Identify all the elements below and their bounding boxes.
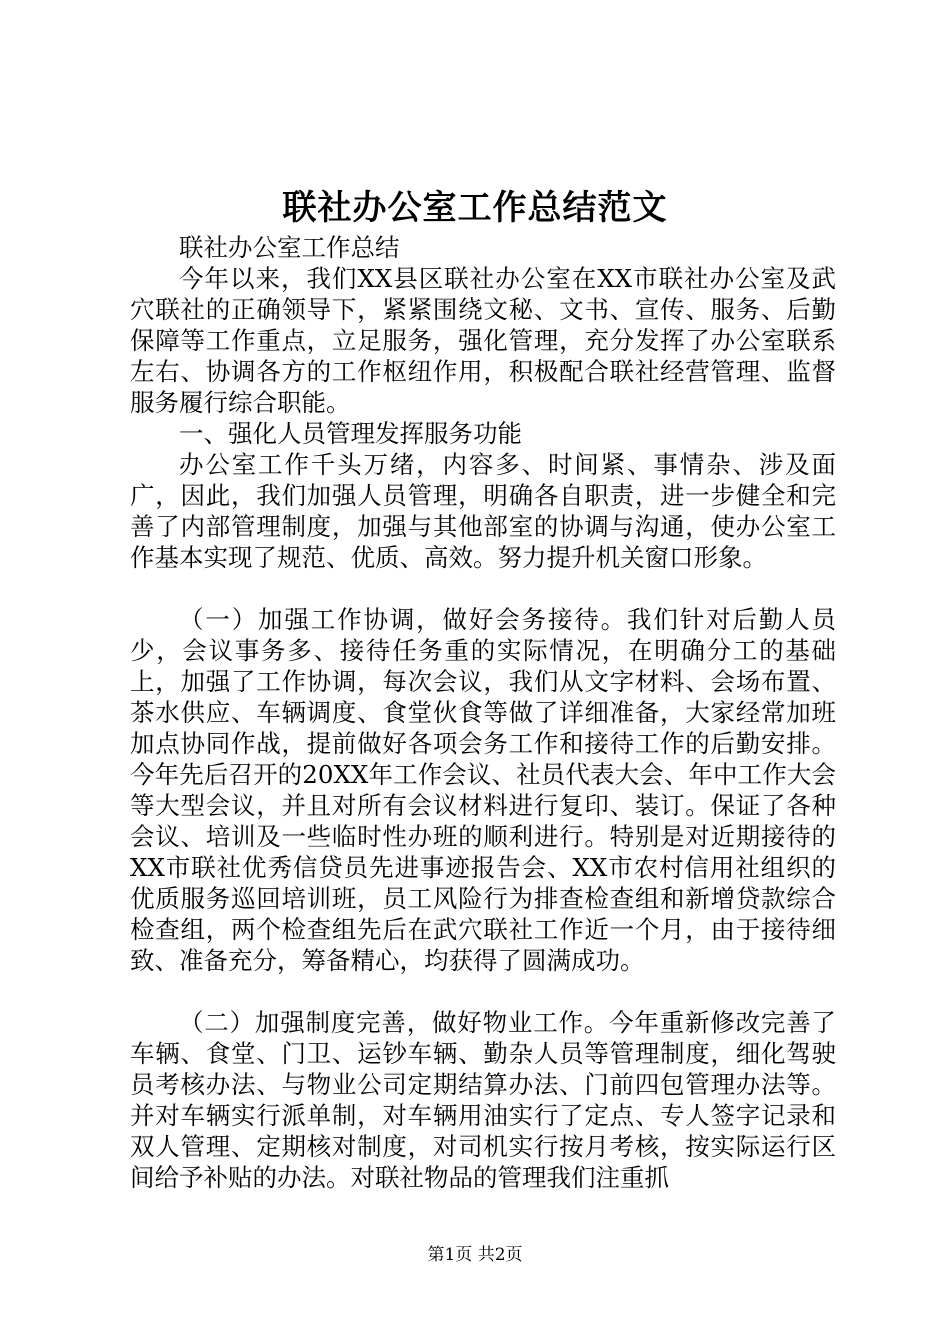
paragraph-section-1: 办公室工作千头万绪，内容多、时间紧、事情杂、涉及面广，因此，我们加强人员管理，明确各自职责，进一步健全和完善了内部管理制度，加强与其他部室的协调与沟通，使办公室工作基本实现了规范、优质、高效。努力提升机关窗口形象。 bbox=[130, 450, 836, 572]
document-title: 联社办公室工作总结范文 bbox=[282, 188, 668, 228]
page-footer: 第1页 共2页 bbox=[427, 1245, 523, 1265]
paragraph-subsection-2: （二）加强制度完善，做好物业工作。今年重新修改完善了车辆、食堂、门卫、运钞车辆、勤杂人员等管理制度，细化驾驶员考核办法、与物业公司定期结算办法、门前四包管理办法等。并对车辆实行派单制，对车辆用油实行了定点、专人签字记录和双人管理、定期核对制度，对司机实行按月考核，按实际运行区间给予补贴的办法。对联社物品的管理我们注重抓 bbox=[130, 1008, 836, 1192]
section-heading-1: 一、强化人员管理发挥服务功能 bbox=[179, 419, 522, 448]
document-body bbox=[130, 232, 836, 1193]
paragraph-subsection-1: （一）加强工作协调，做好会务接待。我们针对后勤人员少，会议事务多、接待任务重的实际情况，在明确分工的基础上，加强了工作协调，每次会议，我们从文字材料、会场布置、茶水供应、车辆调度、食堂伙食等做了详细准备，大家经常加班加点协同作战，提前做好各项会务工作和接待工作的后勤安排。今年先后召开的20XX年工作会议、社员代表大会、年中工作大会等大型会议，并且对所有会议材料进行复印、装订。保证了各种会议、培训及一些临时性办班的顺利进行。特别是对近期接待的XX市联社优秀信贷员先进事迹报告会、XX市农村信用社组织的优质服务巡回培训班，员工风险行为排查检查组和新增贷款综合检查组，两个检查组先后在武穴联社工作近一个月，由于接待细致、准备充分，筹备精心，均获得了圆满成功。 bbox=[130, 605, 836, 975]
paragraph-intro: 今年以来，我们XX县区联社办公室在XX市联社办公室及武穴联社的正确领导下，紧紧围绕文秘、文书、宣传、服务、后勤保障等工作重点，立足服务，强化管理，充分发挥了办公室联系左右、协调各方的工作枢纽作用，积极配合联社经营管理、监督服务履行综合职能。 bbox=[130, 264, 836, 417]
paragraph-gap bbox=[130, 976, 836, 1007]
paragraph-gap bbox=[130, 573, 836, 604]
paragraph-subtitle: 联社办公室工作总结 bbox=[179, 233, 400, 262]
